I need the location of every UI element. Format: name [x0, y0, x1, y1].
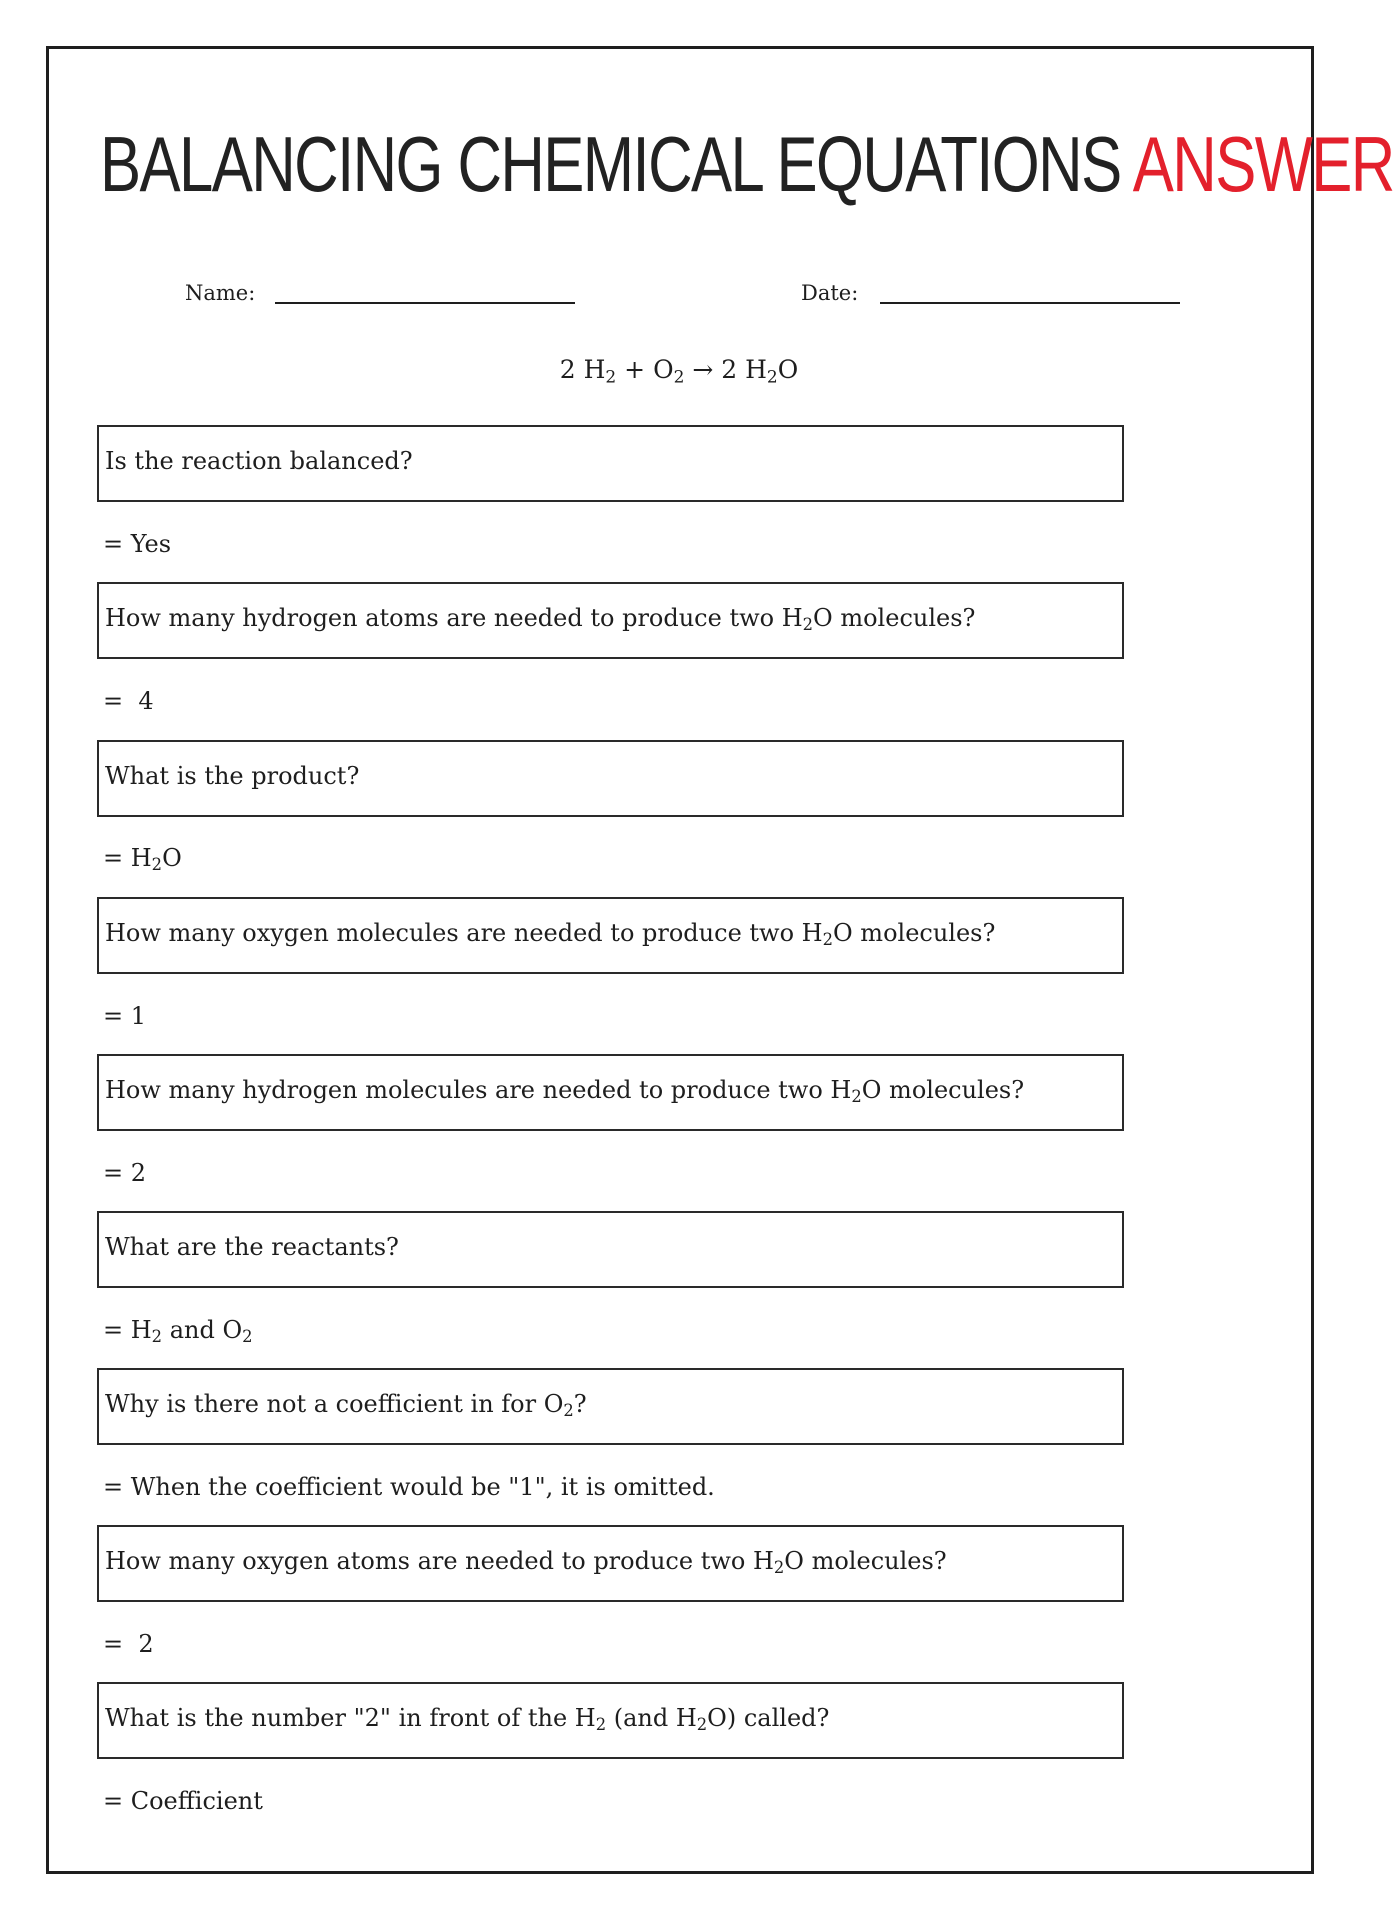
answer-1: = Yes [103, 530, 172, 558]
question-text: Is the reaction balanced? [105, 446, 413, 475]
question-text: How many hydrogen molecules are needed to produce two $H_2O$ molecules? [105, 1075, 1025, 1106]
question-box-3 [97, 740, 1124, 817]
answer-2: = 4 [103, 687, 154, 715]
answer-4: = 1 [103, 1002, 147, 1030]
question-box-2 [97, 582, 1124, 659]
answer-5: = 2 [103, 1159, 147, 1187]
question-box-8 [97, 1525, 1124, 1602]
question-text: How many hydrogen atoms are needed to produce two $H_2O$ molecules? [105, 603, 976, 634]
title-accent: ANSWER [1132, 120, 1394, 208]
question-text: What is the product? [105, 761, 360, 790]
question-text: How many oxygen atoms are needed to produce two $H_2O$ molecules? [105, 1546, 947, 1577]
chemical-equation: 2 $H_2 + O_2 \to 2$ $H_2O$ [559, 355, 799, 388]
answer-9: = Coefficient [103, 1787, 263, 1815]
question-box-6 [97, 1211, 1124, 1288]
question-text: Why is there not a coefficient in for $O_2$? [105, 1389, 587, 1420]
answer-7: = When the coefficient would be "1", it is omitted. [103, 1473, 715, 1501]
question-box-5 [97, 1054, 1124, 1131]
question-box-9 [97, 1682, 1124, 1759]
question-text: What are the reactants? [105, 1232, 399, 1261]
question-text: How many oxygen molecules are needed to produce two $H_2O$ molecules? [105, 918, 996, 949]
name-field[interactable] [275, 302, 575, 304]
name-label: Name: [185, 281, 256, 305]
title-main: BALANCING CHEMICAL EQUATIONS [100, 120, 1121, 208]
question-text: What is the number "2" in front of the $H_2$ (and $H_2O$) called? [105, 1703, 830, 1734]
question-box-1 [97, 425, 1124, 502]
answer-6: = $H_2$ and $O_2$ [103, 1316, 253, 1347]
date-field[interactable] [880, 302, 1180, 304]
answer-3: = $H_2O$ [103, 844, 182, 875]
answer-8: = 2 [103, 1630, 154, 1658]
question-box-7 [97, 1368, 1124, 1445]
question-box-4 [97, 897, 1124, 974]
date-label: Date: [801, 281, 859, 305]
page-title [100, 116, 1394, 212]
